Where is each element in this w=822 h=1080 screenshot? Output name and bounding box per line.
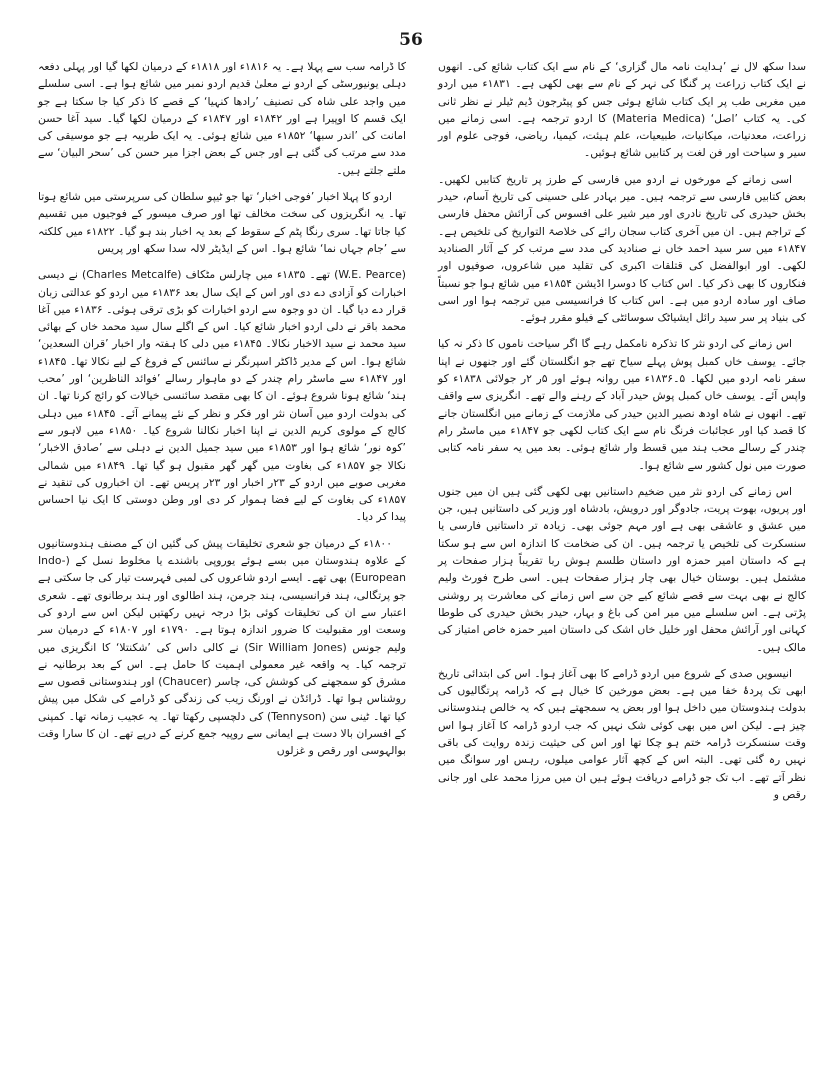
page-number: 56 <box>399 30 423 50</box>
left-column <box>38 58 406 769</box>
right-column <box>438 58 806 812</box>
left-paragraph-3: (W.E. Pearce) تھے۔ ۱۸۳۵ء میں چارلس مٹکاف (Charles Metcalfe) نے دیسی اخبارات کو آزادی دے دی اور اس کے ایک سال بعد ۱۸۳۶ء میں اردو کو عدالتی زبان قرار دے دیا گیا۔ ان دو وجوہ سے اردو اخبارات کو بڑی ترقی ہوئی۔ ۱۸۳۶ء میں آغا محمد باقر نے دلی اردو اخبار شائع کیا۔ اس کے اگلے سال سید محمد خاں کے بھائی سید محمد نے سید الاخبار نکالا۔ ۱۸۴۵ء میں دلی کا ہفتہ وار اخبار ’قران السعدین‘ شائع ہوا۔ اس کے مدیر ڈاکٹر اسپرنگر نے سائنس کے فروغ کے لیے نکالا تھا۔ ۱۸۴۵ء اور ۱۸۴۷ء سے ماسٹر رام چندر کے دو ماہوار رسالے ’فوائد الناظرین‘ اور ’محب ہند‘ شائع ہونا شروع ہوئے۔ ان کا بھی مقصد سائنسی خیالات کو رائج کرنا تھا۔ ان کی بدولت اردو میں آسان نثر اور فکر و نظر کے نئے پیمانے آئے۔ ۱۸۴۵ء میں دہلی کالج کے مولوی کریم الدین نے اپنا اخبار نکالنا شروع کیا۔ ۱۸۵۰ء میں لاہور سے ’کوہ نور‘ شائع ہوا اور ۱۸۵۳ء میں سید جمیل الدین نے دہلی سے ’صادق الاخبار‘ نکالا جو ۱۸۵۷ء کی بغاوت میں گھر گھر مقبول ہو گیا تھا۔ ۱۸۴۹ء میں شمالی مغربی صوبے میں اردو کے ۲۳ر اخبار اور ۲۳ر پریس تھے۔ ان اخباروں کی تنقید نے ۱۸۵۷ء کی بغاوت کے لیے فضا ہموار کر دی اور وطن دوستی کا ایک نیا احساس پیدا کر دیا۔ <box>38 268 407 524</box>
right-paragraph-5: انیسویں صدی کے شروع میں اردو ڈرامے کا بھی آغاز ہوا۔ اس کی ابتدائی تاریخ ابھی تک پردۂ خفا میں ہے۔ بعض مورخین کا خیال ہے کہ ڈرامہ پرتگالیوں کی بدولت ہندوستان میں داخل ہوا اور بعض یہ سمجھتے ہیں کہ یہ خالص ہندوستانی چیز ہے۔ لیکن اس میں بھی کوئی شک نہیں کہ جب اردو ڈرامہ کا آغاز ہوا اس وقت سنسکرت ڈرامہ ختم ہو چکا تھا اور اس کی حیثیت زندہ روایت کی باقی نہیں رہ گئی تھی۔ البتہ اس کے کچھ آثار عوامی میلوں، رہس اور سوانگ میں نظر آتے تھے۔ اب تک جو ڈرامے دریافت ہوئے ہیں ان میں مرزا محمد علی اور جانی رقص و <box>438 666 806 801</box>
left-paragraph-2: اردو کا پہلا اخبار ’فوجی اخبار‘ تھا جو ٹیپو سلطان کی سرپرستی میں شائع ہوتا تھا۔ یہ انگریزوں کی سخت مخالف تھا اور صرف میسور کے فوجیوں میں تقسیم کیا جاتا تھا۔ سری رنگا پٹم کے سقوط کے بعد یہ اخبار بند ہو گیا۔ ۱۸۲۲ء میں کلکتہ سے ’جام جہاں نما‘ شائع ہوا۔ اس کے ایڈیٹر لالہ سدا سکھ اور پریس <box>38 190 406 255</box>
right-paragraph-4: اس زمانے کی اردو نثر میں ضخیم داستانیں بھی لکھی گئی ہیں ان میں جنوں اور پریوں، بھوت پریت، جادوگر اور درویش، بادشاہ اور وزیر کی داستانیں ہیں، جن میں عشق و عاشقی بھی ہے اور مہم جوئی بھی۔ زیادہ تر داستانیں فارسی یا سنسکرت کی تلخیص یا ترجمہ ہیں۔ ان کی ضخامت کا اندازہ اس سے ہو سکتا ہے کہ داستان امیر حمزہ اور داستان طلسم ہوش ربا تقریباً ہزار صفحات پر مشتمل ہیں۔ بوستان خیال بھی چار ہزار صفحات ہیں۔ اسی طرح فورٹ ولیم کالج نے بھی بہت سے قصے شائع کیے جن سے اس زمانے کی معاشرت پر روشنی پڑتی ہے۔ اس سلسلے میں میر امن کی باغ و بہار، حیدر بخش حیدری کی طوطا کہانی اور آرائش محفل اور خلیل خاں اشک کی داستان امیر حمزہ خاص امتیاز کی مالک ہیں۔ <box>438 484 806 654</box>
right-paragraph-3: اس زمانے کی اردو نثر کا تذکرہ نامکمل رہے گا اگر سیاحت ناموں کا ذکر نہ کیا جائے۔ یوسف خاں کمبل پوش پہلے سیاح تھے جو انگلستان گئے اور جنھوں نے اپنا سفر نامہ اردو میں لکھا۔ ۵۔۱۸۳۶ء میں روانہ ہوئے اور ۵ر ۲ر جولائی ۱۸۳۸ء کو واپس آئے۔ یوسف خاں کمبل پوش حیدر آباد کے رہنے والے تھے۔ انگریزی سے واقف تھے۔ انھوں نے شاہ اودھ نصیر الدین حیدر کی ملازمت کے زمانے میں انگلستان جانے کا قصد کیا اور عجائبات فرنگ نام سے ایک کتاب لکھی جو ۱۸۴۷ء میں ماسٹر رام چندر کے رسالے محب ہند میں قسط وار شائع ہوئی۔ بعد میں یہ سفر نامہ کتابی صورت میں نول کشور سے شائع ہوا۔ <box>438 337 806 472</box>
right-paragraph-2: اسی زمانے کے مورخوں نے اردو میں فارسی کے طرز پر تاریخ کتابیں لکھیں۔ بعض کتابیں فارسی سے ترجمہ ہیں۔ میر بہادر علی حسینی کی تاریخ آسام، حیدر بخش حیدری کی تاریخ نادری اور میر شیر علی افسوس کی آرائش محفل فارسی کے تراجم ہیں۔ ان میں آخری کتاب سجان رائے کی خلاصۃ التواریخ کی تلخیص ہے۔ ۱۸۴۷ء میں سر سید احمد خاں نے صنادید کی مدد سے مرتب کر کے آثار الصنادید لکھی۔ اور ابوالفضل کی قتلقات اکبری کی تقلید میں شاعروں، صوفیوں اور فنکاروں کا بھی ذکر کیا۔ اس کتاب کا دوسرا اڈیشن ۱۸۵۴ء میں شائع ہوا جو نسبتاً صاف اور سادہ اردو میں ہے۔ اس کتاب کا فرانسیسی میں ترجمہ ہوا اور اسی کی بنیاد پر سر سید رائل ایشیاٹک سوسائٹی کے فیلو مقرر ہوئے۔ <box>438 172 806 325</box>
right-paragraph-1: سدا سکھ لال نے ’ہدایت نامہ مال گزاری‘ کے نام سے ایک کتاب شائع کی۔ انھوں نے ایک کتاب زراعت پر گنگا کی نہر کے نام سے بھی لکھی ہے۔ ۱۸۳۱ء میں اردو میں مغربی طب پر ایک کتاب شائع ہوئی جس کو پیٹرجون ڈیم ٹیلر نے نظر ثانی کی۔ یہ کتاب ’اصل‘ (Materia Medica) کا اردو ترجمہ ہے۔ اسی زمانے میں زراعت، معدنیات، میکانیات، طبیعیات، علم ہیئت، کیمیا، ریاضی، فوجی علوم اور سیر و سیاحت اور فن لغت پر کتابیں شائع ہوئیں۔ <box>438 60 807 160</box>
left-paragraph-4: ۱۸۰۰ء کے درمیان جو شعری تخلیقات پیش کی گئیں ان کے مصنف ہندوستانیوں کے علاوہ ہندوستان میں بسے ہوئے یوروپی باشندے یا مخلوط نسل کے (Indo-European) بھی تھے۔ ایسے اردو شاعروں کی لمبی فہرست تیار کی جا سکتی ہے جو پرتگالی، ہند فرانسیسی، ہند جرمن، ہند اطالوی اور ہند برطانوی تھے۔ شعری اعتبار سے ان کی تخلیقات کوئی بڑا درجہ نہیں رکھتیں لیکن اس سے اردو کی وسعت اور مقبولیت کا ضرور اندازہ ہوتا ہے۔ ۱۷۹۰ء اور ۱۸۰۷ء کے درمیان سر ولیم جونس (Sir William Jones) نے کالی داس کی ’شکنتلا‘ کا انگریزی میں ترجمہ کیا۔ یہ واقعہ غیر معمولی اہمیت کا حامل ہے۔ اس کے بعد برطانیہ نے مشرق کو سمجھنے کی کوشش کی، چاسر (Chaucer) اور ہندوستانی قصوں سے روشناس ہوا تھا۔ ڈرائڈن نے اورنگ زیب کی زندگی کو ڈرامے کی شکل میں پیش کیا تھا۔ ٹینی سن (Tennyson) کی دلچسپی رکھتا تھا۔ یہ عجیب زمانہ تھا۔ کمپنی کے افسران بالا دست ہے ایمانی سے روپیہ جمع کرنے کے درپے تھے۔ ان کا سارا وقت بوالہوسی اور رقص و غزلوں <box>38 536 407 758</box>
left-paragraph-1: کا ڈرامہ سب سے پہلا ہے۔ یہ ۱۸۱۶ء اور ۱۸۱۸ء کے درمیان لکھا گیا اور پہلی دفعہ دہلی یونیورسٹی کے اردو نے معلیٰ قدیم اردو نمبر میں شائع ہوا ہے۔ اسی سلسلے میں واجد علی شاہ کی تصنیف ’رادھا کنہیا‘ کے قصے کا ذکر کیا جا سکتا ہے جو ایک قسم کا اوپیرا ہے اور ۱۸۴۲ء اور ۱۸۴۷ء کے درمیان لکھا گیا۔ سید آغا حسن امانت کی ’اندر سبھا‘ ۱۸۵۲ء میں شائع ہوئی۔ یہ ایک طربیہ ہے جو موسیقی کی مدد سے مرتب کی گئی ہے اور جس کے بعض اجزا میر حسن کی ’سحر البیان‘ سے ملتے جلتے ہیں۔ <box>38 60 406 177</box>
